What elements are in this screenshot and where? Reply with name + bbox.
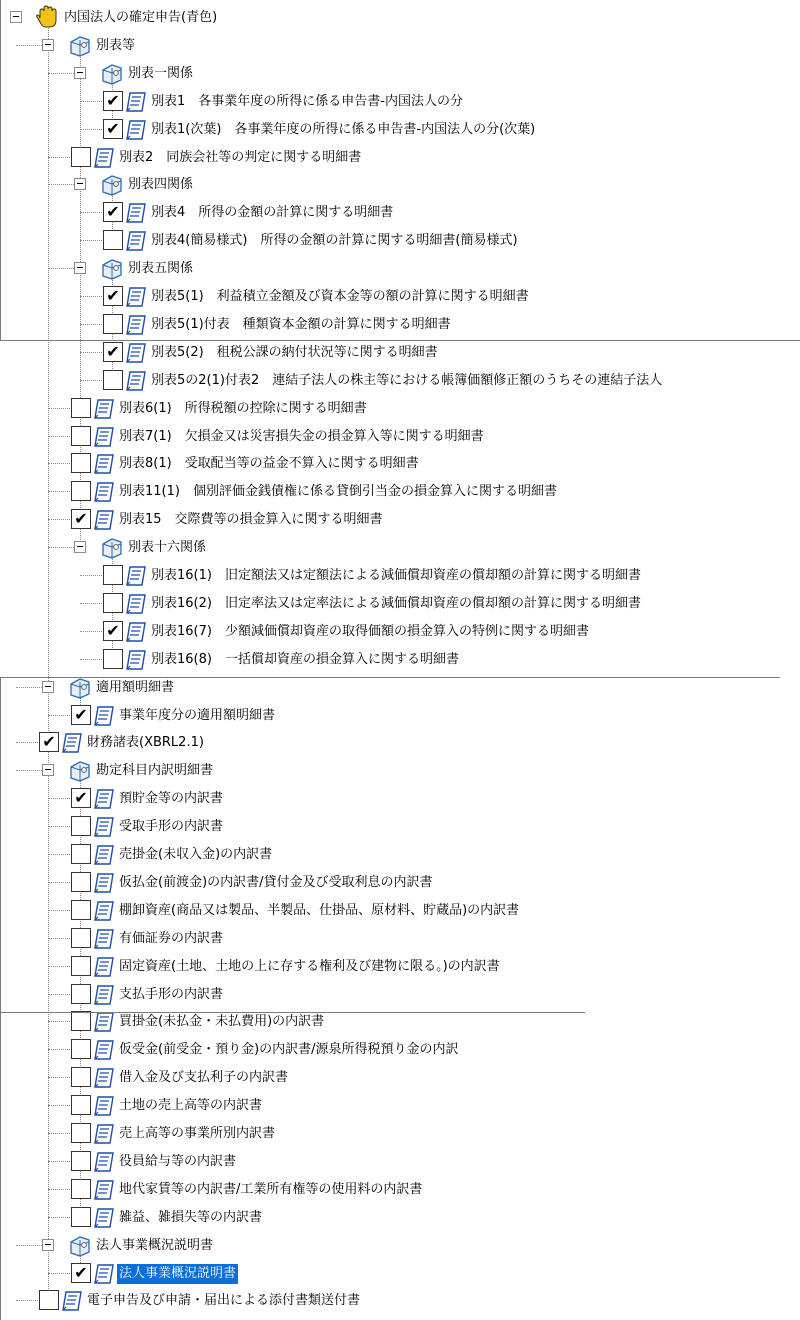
document-label[interactable]: 別表11(1) 個別評価金銭債権に係る貸倒引当金の損金算入に関する明細書 [119, 484, 557, 500]
tree-item-document[interactable] [0, 339, 800, 367]
document-icon [93, 1151, 115, 1173]
tree-item-document[interactable] [0, 311, 800, 339]
document-icon [125, 91, 147, 113]
checkbox-unchecked[interactable] [71, 1067, 91, 1087]
document-icon [93, 147, 115, 169]
separator-rule [0, 1012, 585, 1013]
document-icon [125, 621, 147, 643]
document-label[interactable]: 財務諸表(XBRL2.1) [87, 735, 204, 751]
checkbox-unchecked[interactable] [71, 481, 91, 501]
document-label[interactable]: 法人事業概況説明書 [117, 1264, 238, 1284]
document-label[interactable]: 別表16(2) 旧定率法又は定率法による減価償却資産の償却額の計算に関する明細書 [151, 595, 641, 611]
document-icon [93, 1067, 115, 1089]
document-label[interactable]: 地代家賃等の内訳書/工業所有権等の使用料の内訳書 [119, 1181, 423, 1197]
document-icon [125, 286, 147, 308]
tree-item-document[interactable] [0, 981, 800, 1009]
tree-item-document[interactable] [0, 729, 800, 757]
document-label[interactable]: 別表8(1) 受取配当等の益金不算入に関する明細書 [119, 456, 419, 472]
document-icon [61, 732, 83, 754]
document-icon [93, 509, 115, 531]
tree-item-document[interactable] [0, 283, 800, 311]
document-icon [93, 928, 115, 950]
folder-icon [68, 676, 92, 700]
folder-label[interactable]: 別表五関係 [128, 261, 194, 277]
folder-label[interactable]: 別表一関係 [128, 65, 194, 81]
folder-label[interactable]: 勘定科目内訳明細書 [96, 763, 214, 779]
document-icon [93, 788, 115, 810]
checkbox-unchecked[interactable] [71, 872, 91, 892]
checkbox-unchecked[interactable] [71, 398, 91, 418]
tree-connector-line [16, 45, 42, 46]
folder-icon [68, 1234, 92, 1258]
tree-folder[interactable] [0, 255, 800, 283]
separator-rule [0, 340, 800, 341]
document-label[interactable]: 別表4(簡易様式) 所得の金額の計算に関する明細書(簡易様式) [151, 233, 518, 249]
tree-item-document[interactable] [0, 144, 800, 172]
document-icon [125, 314, 147, 336]
collapse-toggle-icon[interactable] [74, 541, 86, 553]
tree-item-document[interactable] [0, 785, 800, 813]
tree-item-document[interactable] [0, 1092, 800, 1120]
collapse-toggle-icon[interactable] [74, 262, 86, 274]
document-icon [125, 593, 147, 615]
document-label[interactable]: 借入金及び支払利子の内訳書 [119, 1070, 289, 1086]
checkbox-unchecked[interactable] [71, 1123, 91, 1143]
document-icon [93, 1039, 115, 1061]
checkbox-unchecked[interactable] [71, 1151, 91, 1171]
document-label[interactable]: 事業年度分の適用額明細書 [119, 707, 276, 723]
tree-item-document[interactable] [0, 1287, 800, 1315]
document-label[interactable]: 別表5(2) 租税公課の納付状況等に関する明細書 [151, 344, 438, 360]
tree-item-document[interactable] [0, 506, 800, 534]
document-icon [93, 816, 115, 838]
collapse-toggle-icon[interactable] [42, 39, 54, 51]
tree-connector-line [16, 770, 42, 771]
tree-item-document[interactable] [0, 562, 800, 590]
tree-connector-line [48, 184, 74, 185]
tree-item-document[interactable] [0, 450, 800, 478]
checkbox-unchecked[interactable] [71, 956, 91, 976]
tree-item-document[interactable] [0, 227, 800, 255]
checkbox-unchecked[interactable] [103, 230, 123, 250]
folder-label[interactable]: 別表四関係 [128, 177, 194, 193]
folder-icon [100, 173, 124, 197]
tree-item-document[interactable] [0, 478, 800, 506]
document-label[interactable]: 別表2 同族会社等の判定に関する明細書 [119, 149, 362, 165]
checkbox-unchecked[interactable] [71, 844, 91, 864]
document-icon [93, 453, 115, 475]
checkbox-unchecked[interactable] [103, 314, 123, 334]
document-label[interactable]: 雑益、雑損失等の内訳書 [119, 1209, 263, 1225]
checkbox-checked[interactable]: ✔ [39, 732, 59, 752]
document-label[interactable]: 預貯金等の内訳書 [119, 791, 224, 807]
document-label[interactable]: 別表1(次葉) 各事業年度の所得に係る申告書-内国法人の分(次葉) [151, 121, 536, 137]
document-icon [93, 1095, 115, 1117]
folder-icon [100, 62, 124, 86]
checkbox-unchecked[interactable] [71, 1095, 91, 1115]
tree-item-document[interactable] [0, 423, 800, 451]
tree-item-document[interactable] [0, 1148, 800, 1176]
collapse-toggle-icon[interactable] [42, 1239, 54, 1251]
tree-item-document[interactable] [0, 702, 800, 730]
folder-label[interactable]: 別表等 [96, 37, 136, 53]
document-icon [125, 119, 147, 141]
checkbox-checked[interactable]: ✔ [103, 286, 123, 306]
document-label[interactable]: 別表5(1)付表 種類資本金額の計算に関する明細書 [151, 316, 451, 332]
checkbox-checked[interactable]: ✔ [71, 1263, 91, 1283]
checkbox-unchecked[interactable] [103, 649, 123, 669]
document-icon [93, 900, 115, 922]
document-label[interactable]: 別表5の2(1)付表2 連結子法人の株主等における帳簿価額修正額のうちその連結子法人 [151, 372, 663, 388]
document-icon [125, 202, 147, 224]
checkbox-unchecked[interactable] [103, 370, 123, 390]
folder-label[interactable]: 法人事業概況説明書 [96, 1237, 214, 1253]
document-icon [93, 1123, 115, 1145]
document-icon [61, 1290, 83, 1312]
document-label[interactable]: 別表16(1) 旧定額法又は定額法による減価償却資産の償却額の計算に関する明細書 [151, 568, 641, 583]
tree-item-document[interactable] [0, 88, 800, 116]
document-label[interactable]: 買掛金(未払金・未払費用)の内訳書 [119, 1014, 325, 1030]
document-icon [93, 1011, 115, 1033]
tree-item-document[interactable] [0, 367, 800, 395]
document-icon [93, 481, 115, 503]
collapse-toggle-icon[interactable] [74, 178, 86, 190]
document-label[interactable]: 別表5(1) 利益積立金額及び資本金等の額の計算に関する明細書 [151, 289, 529, 304]
document-label[interactable]: 固定資産(土地、土地の上に存する権利及び建物に限る。)の内訳書 [119, 958, 500, 974]
document-label[interactable]: 電子申告及び申請・届出による添付書類送付書 [87, 1293, 361, 1309]
folder-icon [68, 759, 92, 783]
hand-icon [36, 5, 58, 29]
folder-label[interactable]: 適用額明細書 [96, 679, 175, 695]
document-label[interactable]: 売上高等の事業所別内訳書 [119, 1126, 276, 1141]
checkbox-unchecked[interactable] [103, 593, 123, 613]
document-icon [93, 1179, 115, 1201]
tree-item-document[interactable] [0, 1036, 800, 1064]
document-icon [125, 370, 147, 392]
collapse-toggle-icon[interactable] [42, 681, 54, 693]
tree-item-document[interactable] [0, 813, 800, 841]
checkbox-checked[interactable]: ✔ [103, 91, 123, 111]
checkbox-checked[interactable]: ✔ [71, 705, 91, 725]
tree-folder[interactable] [0, 171, 800, 199]
document-label[interactable]: 仮払金(前渡金)の内訳書/貸付金及び受取利息の内訳書 [119, 874, 433, 890]
document-icon [125, 230, 147, 252]
folder-icon [100, 257, 124, 281]
tree-folder[interactable] [0, 534, 800, 562]
document-icon [93, 705, 115, 727]
collapse-toggle-icon[interactable] [42, 764, 54, 776]
document-label[interactable]: 受取手形の内訳書 [119, 819, 224, 835]
tree-item-document[interactable] [0, 116, 800, 144]
document-icon [125, 565, 147, 587]
tree-item-document[interactable] [0, 199, 800, 227]
checkbox-unchecked[interactable] [71, 900, 91, 920]
checkbox-unchecked[interactable] [71, 1011, 91, 1031]
tree-folder[interactable] [0, 757, 800, 785]
collapse-toggle-icon[interactable] [10, 11, 22, 23]
separator-rule [0, 0, 1, 340]
document-icon [93, 844, 115, 866]
checkbox-checked[interactable]: ✔ [103, 621, 123, 641]
tree-item-document[interactable] [0, 925, 800, 953]
checkbox-unchecked[interactable] [71, 984, 91, 1004]
checkbox-checked[interactable]: ✔ [103, 202, 123, 222]
document-label[interactable]: 別表6(1) 所得税額の控除に関する明細書 [119, 400, 367, 416]
separator-rule [0, 677, 1, 1320]
tree-item-document[interactable] [0, 590, 800, 618]
document-icon [93, 872, 115, 894]
tree-item-document[interactable] [0, 1260, 800, 1288]
tree-folder[interactable] [0, 32, 800, 60]
checkbox-unchecked[interactable] [103, 565, 123, 585]
collapse-toggle-icon[interactable] [74, 67, 86, 79]
tree-item-document[interactable] [0, 618, 800, 646]
folder-label[interactable]: 別表十六関係 [128, 540, 207, 556]
tree-connector-line [48, 73, 74, 74]
tree-item-document[interactable] [0, 646, 800, 674]
document-icon [93, 398, 115, 420]
document-label[interactable]: 別表15 交際費等の損金算入に関する明細書 [119, 512, 383, 528]
document-label[interactable]: 別表16(7) 少額減価償却資産の取得価額の損金算入の特例に関する明細書 [151, 623, 589, 639]
tree-item-document[interactable] [0, 841, 800, 869]
tree-item-document[interactable] [0, 1064, 800, 1092]
tree-item-document[interactable] [0, 1120, 800, 1148]
document-label[interactable]: 土地の売上高等の内訳書 [119, 1098, 263, 1114]
tree-item-document[interactable] [0, 869, 800, 897]
document-label[interactable]: 仮受金(前受金・預り金)の内訳書/源泉所得税預り金の内訳 [119, 1042, 459, 1058]
checkbox-checked[interactable]: ✔ [71, 788, 91, 808]
document-icon [93, 1207, 115, 1229]
document-icon [125, 649, 147, 671]
folder-icon [68, 34, 92, 58]
document-label[interactable]: 売掛金(未収入金)の内訳書 [119, 847, 273, 862]
document-icon [93, 956, 115, 978]
tree-connector-line [48, 547, 74, 548]
document-label[interactable]: 棚卸資産(商品又は製品、半製品、仕掛品、原材料、貯蔵品)の内訳書 [119, 902, 520, 918]
tree-connector-line [16, 687, 42, 688]
tree-connector-line [16, 1245, 42, 1246]
checkbox-unchecked[interactable] [71, 426, 91, 446]
folder-label[interactable]: 内国法人の確定申告(青色) [64, 10, 218, 25]
document-label[interactable]: 別表16(8) 一括償却資産の損金算入に関する明細書 [151, 651, 459, 667]
tree-root[interactable] [0, 4, 800, 32]
tree-item-document[interactable] [0, 1176, 800, 1204]
checkbox-unchecked[interactable] [71, 816, 91, 836]
checkbox-checked[interactable]: ✔ [103, 119, 123, 139]
checkbox-unchecked[interactable] [71, 1039, 91, 1059]
document-label[interactable]: 別表7(1) 欠損金又は災害損失金の損金算入等に関する明細書 [119, 428, 484, 444]
document-label[interactable]: 有価証券の内訳書 [119, 930, 224, 946]
tree-item-document[interactable] [0, 395, 800, 423]
checkbox-unchecked[interactable] [71, 453, 91, 473]
checkbox-unchecked[interactable] [71, 928, 91, 948]
tree-folder[interactable] [0, 1232, 800, 1260]
checkbox-unchecked[interactable] [71, 1207, 91, 1227]
document-label[interactable]: 別表1 各事業年度の所得に係る申告書-内国法人の分 [151, 93, 463, 109]
document-label[interactable]: 役員給与等の内訳書 [119, 1153, 237, 1169]
document-icon [93, 426, 115, 448]
tree-folder[interactable] [0, 60, 800, 88]
checkbox-unchecked[interactable] [71, 147, 91, 167]
checkbox-checked[interactable]: ✔ [71, 509, 91, 529]
separator-rule [0, 677, 780, 678]
folder-icon [100, 536, 124, 560]
tree-item-document[interactable] [0, 1204, 800, 1232]
document-label[interactable]: 別表4 所得の金額の計算に関する明細書 [151, 205, 394, 221]
document-icon [125, 342, 147, 364]
document-icon [93, 1263, 115, 1285]
document-label[interactable]: 支払手形の内訳書 [119, 986, 224, 1002]
document-icon [93, 984, 115, 1006]
checkbox-unchecked[interactable] [39, 1290, 59, 1310]
tree-connector-line [48, 268, 74, 269]
tree-item-document[interactable] [0, 953, 800, 981]
checkbox-unchecked[interactable] [71, 1179, 91, 1199]
checkbox-checked[interactable]: ✔ [103, 342, 123, 362]
tree-item-document[interactable] [0, 897, 800, 925]
